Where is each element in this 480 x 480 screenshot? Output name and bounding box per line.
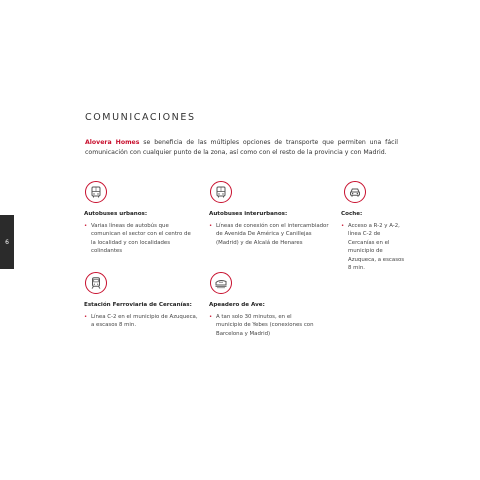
- item-text: Líneas de conexión con el intercambiador de Avenida De América y Canillejas (Madrid) y de Alcalá de Henares: [216, 223, 329, 246]
- bullet-icon: •: [209, 314, 213, 320]
- bullet-icon: •: [84, 223, 88, 229]
- item-text: A tan solo 30 minutos, en el municipio de Yebes (conexiones con Barcelona y Madrid): [216, 314, 314, 337]
- train-icon: [85, 272, 107, 294]
- item-text: Línea C-2 en el municipio de Azuqueca, a escasos 8 min.: [91, 314, 198, 329]
- page-number-tab: [0, 215, 14, 269]
- item-text: Acceso a R-2 y A-2, línea C-2 de Cercanías en el municipio de Azuqueca, a escasos 8 min.: [348, 223, 405, 271]
- car-icon: [344, 181, 366, 203]
- intro-paragraph: [85, 138, 398, 158]
- item-bullet: [84, 222, 192, 256]
- section-title: COMUNICACIONES: [85, 112, 196, 123]
- transport-item-interurban-bus: [209, 181, 334, 247]
- page-number: 6: [5, 238, 9, 246]
- item-text: Varias líneas de autobús que comunican el sector con el centro de la localidad y con localidades colindantes: [91, 223, 191, 255]
- item-title: Autobuses interurbanos:: [209, 211, 288, 217]
- item-bullet: [209, 313, 319, 338]
- bus-icon: [210, 181, 232, 203]
- transport-item-train: [84, 272, 199, 330]
- item-title: Apeadero de Ave:: [209, 302, 265, 308]
- transport-item-urban-bus: [84, 181, 192, 256]
- item-bullet: [209, 222, 334, 247]
- item-bullet: [84, 313, 199, 330]
- transport-item-car: [341, 181, 407, 272]
- bullet-icon: •: [84, 314, 88, 320]
- bullet-icon: •: [209, 223, 213, 229]
- bullet-icon: •: [341, 223, 345, 229]
- transport-item-ave: [209, 272, 319, 338]
- intro-text: se beneficia de las múltiples opciones de transporte que permiten una fácil comunicación con cualquier punto de la zona, así como con el resto de la provincia y con Madrid.: [85, 139, 398, 156]
- high-speed-train-icon: [210, 272, 232, 294]
- bus-icon: [85, 181, 107, 203]
- item-bullet: [341, 222, 407, 272]
- item-title: Autobuses urbanos:: [84, 211, 148, 217]
- item-title: Coche:: [341, 211, 363, 217]
- item-title: Estación Ferroviaria de Cercanías:: [84, 302, 192, 308]
- brand-name: Alovera Homes: [85, 139, 140, 146]
